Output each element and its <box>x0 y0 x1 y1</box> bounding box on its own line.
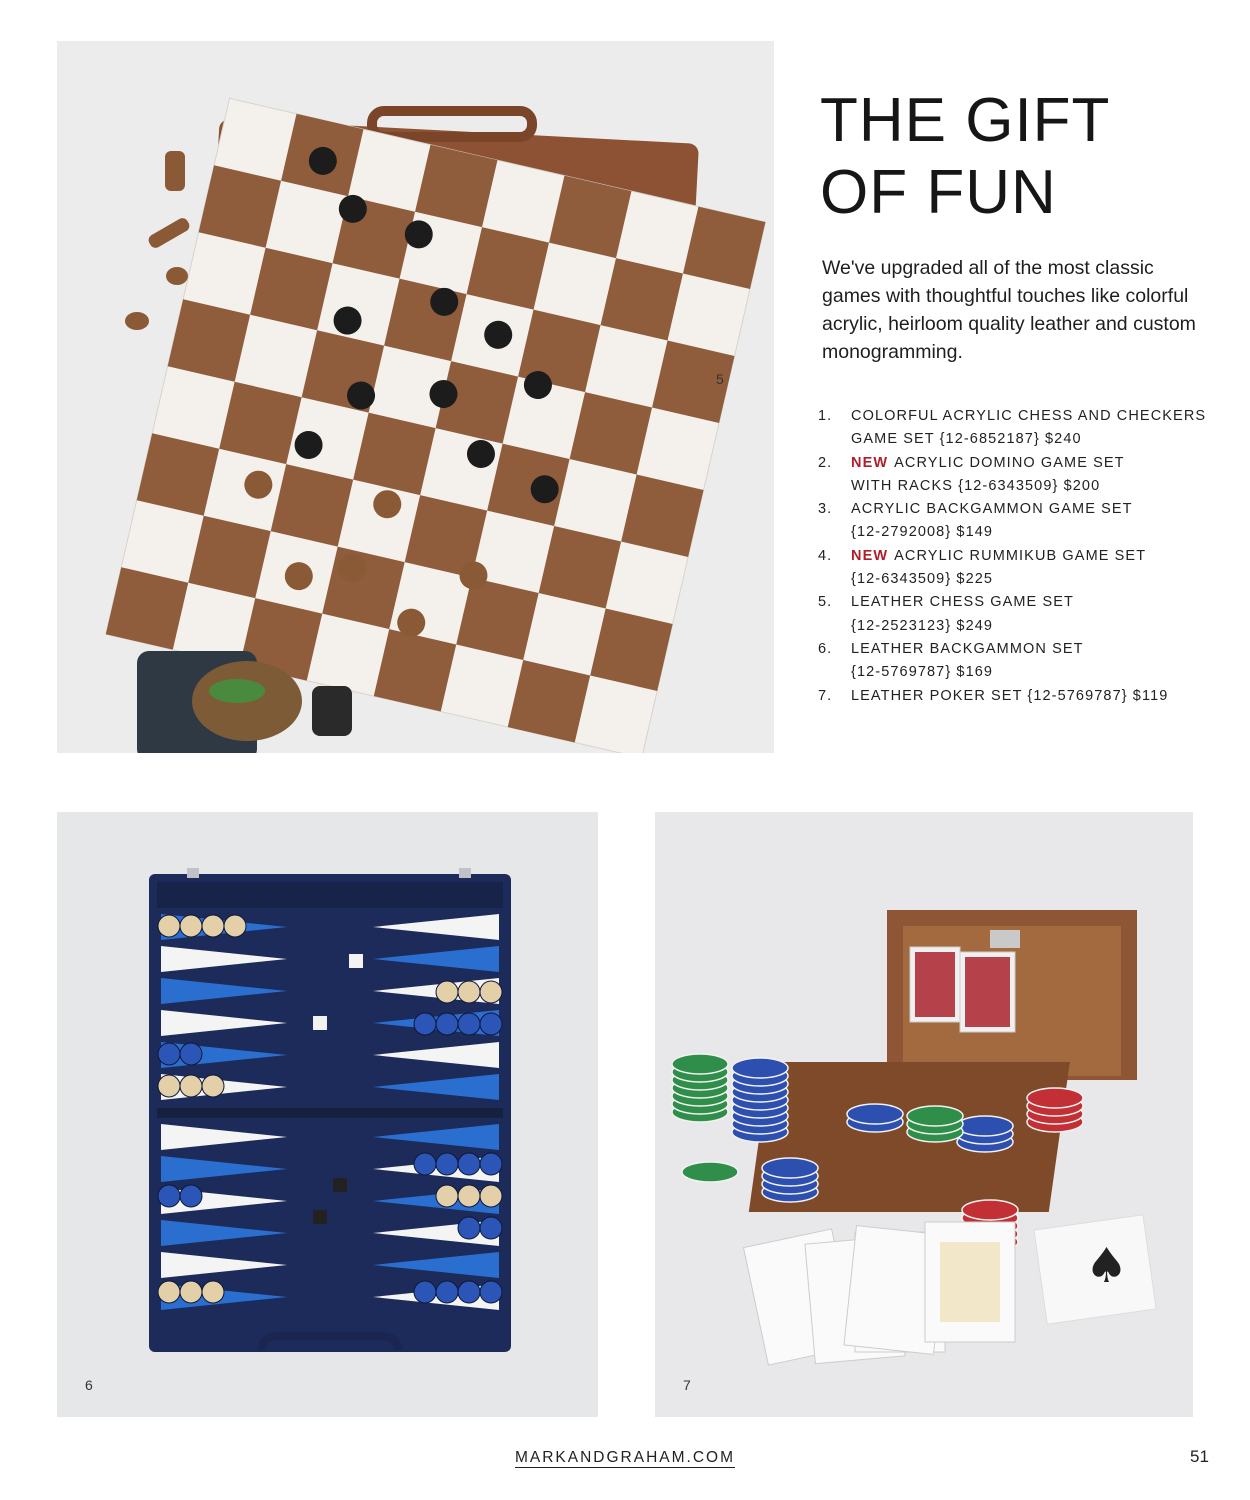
product-number: 7. <box>818 687 833 704</box>
product-list <box>818 405 1218 708</box>
headline-line-1: THE GIFT <box>820 86 1111 155</box>
product-number: 2. <box>818 454 833 471</box>
product-number: 4. <box>818 547 833 564</box>
product-item <box>818 591 1218 638</box>
backgammon-checker <box>458 981 480 1003</box>
backgammon-checker <box>202 1075 224 1097</box>
backgammon-checker <box>224 915 246 937</box>
footer-website-link[interactable]: MARKANDGRAHAM.COM <box>514 1449 735 1466</box>
product-number: 3. <box>818 501 833 518</box>
backgammon-checker <box>458 1013 480 1035</box>
backgammon-checker <box>480 1013 502 1035</box>
new-badge: NEW <box>851 454 889 471</box>
backgammon-checker <box>202 1281 224 1303</box>
poker-chip <box>907 1106 963 1126</box>
backgammon-set-photo <box>57 812 598 1417</box>
backgammon-checker <box>180 915 202 937</box>
backgammon-checker <box>158 915 180 937</box>
product-number: 6. <box>818 640 833 657</box>
product-line-2: {12-2523123} $249 <box>851 617 994 634</box>
backgammon-checker <box>458 1185 480 1207</box>
product-item <box>818 638 1218 685</box>
backgammon-checker <box>458 1281 480 1303</box>
backgammon-checker <box>180 1185 202 1207</box>
product-description <box>851 545 1146 592</box>
backgammon-checker <box>158 1185 180 1207</box>
product-line-1: LEATHER CHESS GAME SET <box>851 594 1074 611</box>
new-badge: NEW <box>851 547 889 564</box>
backgammon-checker <box>158 1043 180 1065</box>
page-headline <box>820 85 1110 229</box>
product-line-1: ACRYLIC DOMINO GAME SET <box>894 454 1125 471</box>
product-line-2: {12-2792008} $149 <box>851 524 994 541</box>
backgammon-checker <box>436 1281 458 1303</box>
poker-chip <box>957 1116 1013 1136</box>
product-description <box>851 452 1125 499</box>
backgammon-checker <box>458 1153 480 1175</box>
backgammon-checker <box>202 915 224 937</box>
product-item <box>818 685 1218 708</box>
product-line-2: WITH RACKS {12-6343509} $200 <box>851 477 1101 494</box>
backgammon-checker <box>414 1281 436 1303</box>
backgammon-checker <box>414 1153 436 1175</box>
product-number: 5. <box>818 594 833 611</box>
chess-set-photo <box>57 41 774 753</box>
backgammon-checker <box>414 1013 436 1035</box>
poker-set-illustration <box>655 812 1193 1417</box>
product-description <box>851 685 1168 708</box>
product-item <box>818 498 1218 545</box>
backgammon-checker <box>180 1281 202 1303</box>
intro-paragraph: We've upgraded all of the most classic games with thoughtful touches like colorful acrylic, heirloom quality leather and custom monogramming. <box>822 257 1196 363</box>
product-line-1: ACRYLIC RUMMIKUB GAME SET <box>894 547 1147 564</box>
product-description <box>851 638 1084 685</box>
photo-ref-7: 7 <box>683 1377 691 1393</box>
backgammon-checker <box>158 1075 180 1097</box>
backgammon-checker <box>458 1217 480 1239</box>
backgammon-checker <box>480 981 502 1003</box>
footer-website[interactable] <box>0 1449 1250 1467</box>
backgammon-checker <box>180 1043 202 1065</box>
product-description <box>851 405 1206 452</box>
poker-chip <box>762 1158 818 1178</box>
product-line-2: {12-6343509} $225 <box>851 571 994 588</box>
poker-chip <box>732 1058 788 1078</box>
product-line-1: COLORFUL ACRYLIC CHESS AND CHECKERS <box>851 408 1207 424</box>
page-number: 51 <box>1190 1447 1209 1466</box>
product-line-1: ACRYLIC BACKGAMMON GAME SET <box>851 501 1133 518</box>
backgammon-checker <box>436 981 458 1003</box>
poker-chip <box>672 1054 728 1074</box>
product-number: 1. <box>818 408 833 424</box>
backgammon-checker <box>436 1153 458 1175</box>
poker-set-photo <box>655 812 1193 1417</box>
poker-chip <box>847 1104 903 1124</box>
chess-set-illustration <box>57 41 774 753</box>
poker-chip <box>1027 1088 1083 1108</box>
backgammon-checker <box>436 1185 458 1207</box>
backgammon-checker <box>480 1185 502 1207</box>
product-item <box>818 545 1218 592</box>
photo-ref-6: 6 <box>85 1377 93 1393</box>
backgammon-checker <box>480 1217 502 1239</box>
headline-line-2: OF FUN <box>820 158 1057 227</box>
poker-chip <box>682 1162 738 1182</box>
backgammon-checker <box>180 1075 202 1097</box>
backgammon-checker <box>436 1013 458 1035</box>
product-line-2: GAME SET {12-6852187} $240 <box>851 431 1082 448</box>
product-description <box>851 498 1133 545</box>
product-line-1: LEATHER POKER SET {12-5769787} $119 <box>851 687 1169 704</box>
backgammon-set-illustration <box>57 812 598 1417</box>
product-item <box>818 405 1218 452</box>
poker-chip <box>962 1200 1018 1220</box>
product-line-1: LEATHER BACKGAMMON SET <box>851 640 1084 657</box>
product-description <box>851 591 1074 638</box>
photo-ref-5: 5 <box>716 371 724 387</box>
svg-text:♠: ♠ <box>1085 1238 1129 1294</box>
backgammon-checker <box>480 1153 502 1175</box>
product-line-2: {12-5769787} $169 <box>851 664 994 681</box>
product-item <box>818 452 1218 499</box>
backgammon-checker <box>480 1281 502 1303</box>
backgammon-checker <box>158 1281 180 1303</box>
